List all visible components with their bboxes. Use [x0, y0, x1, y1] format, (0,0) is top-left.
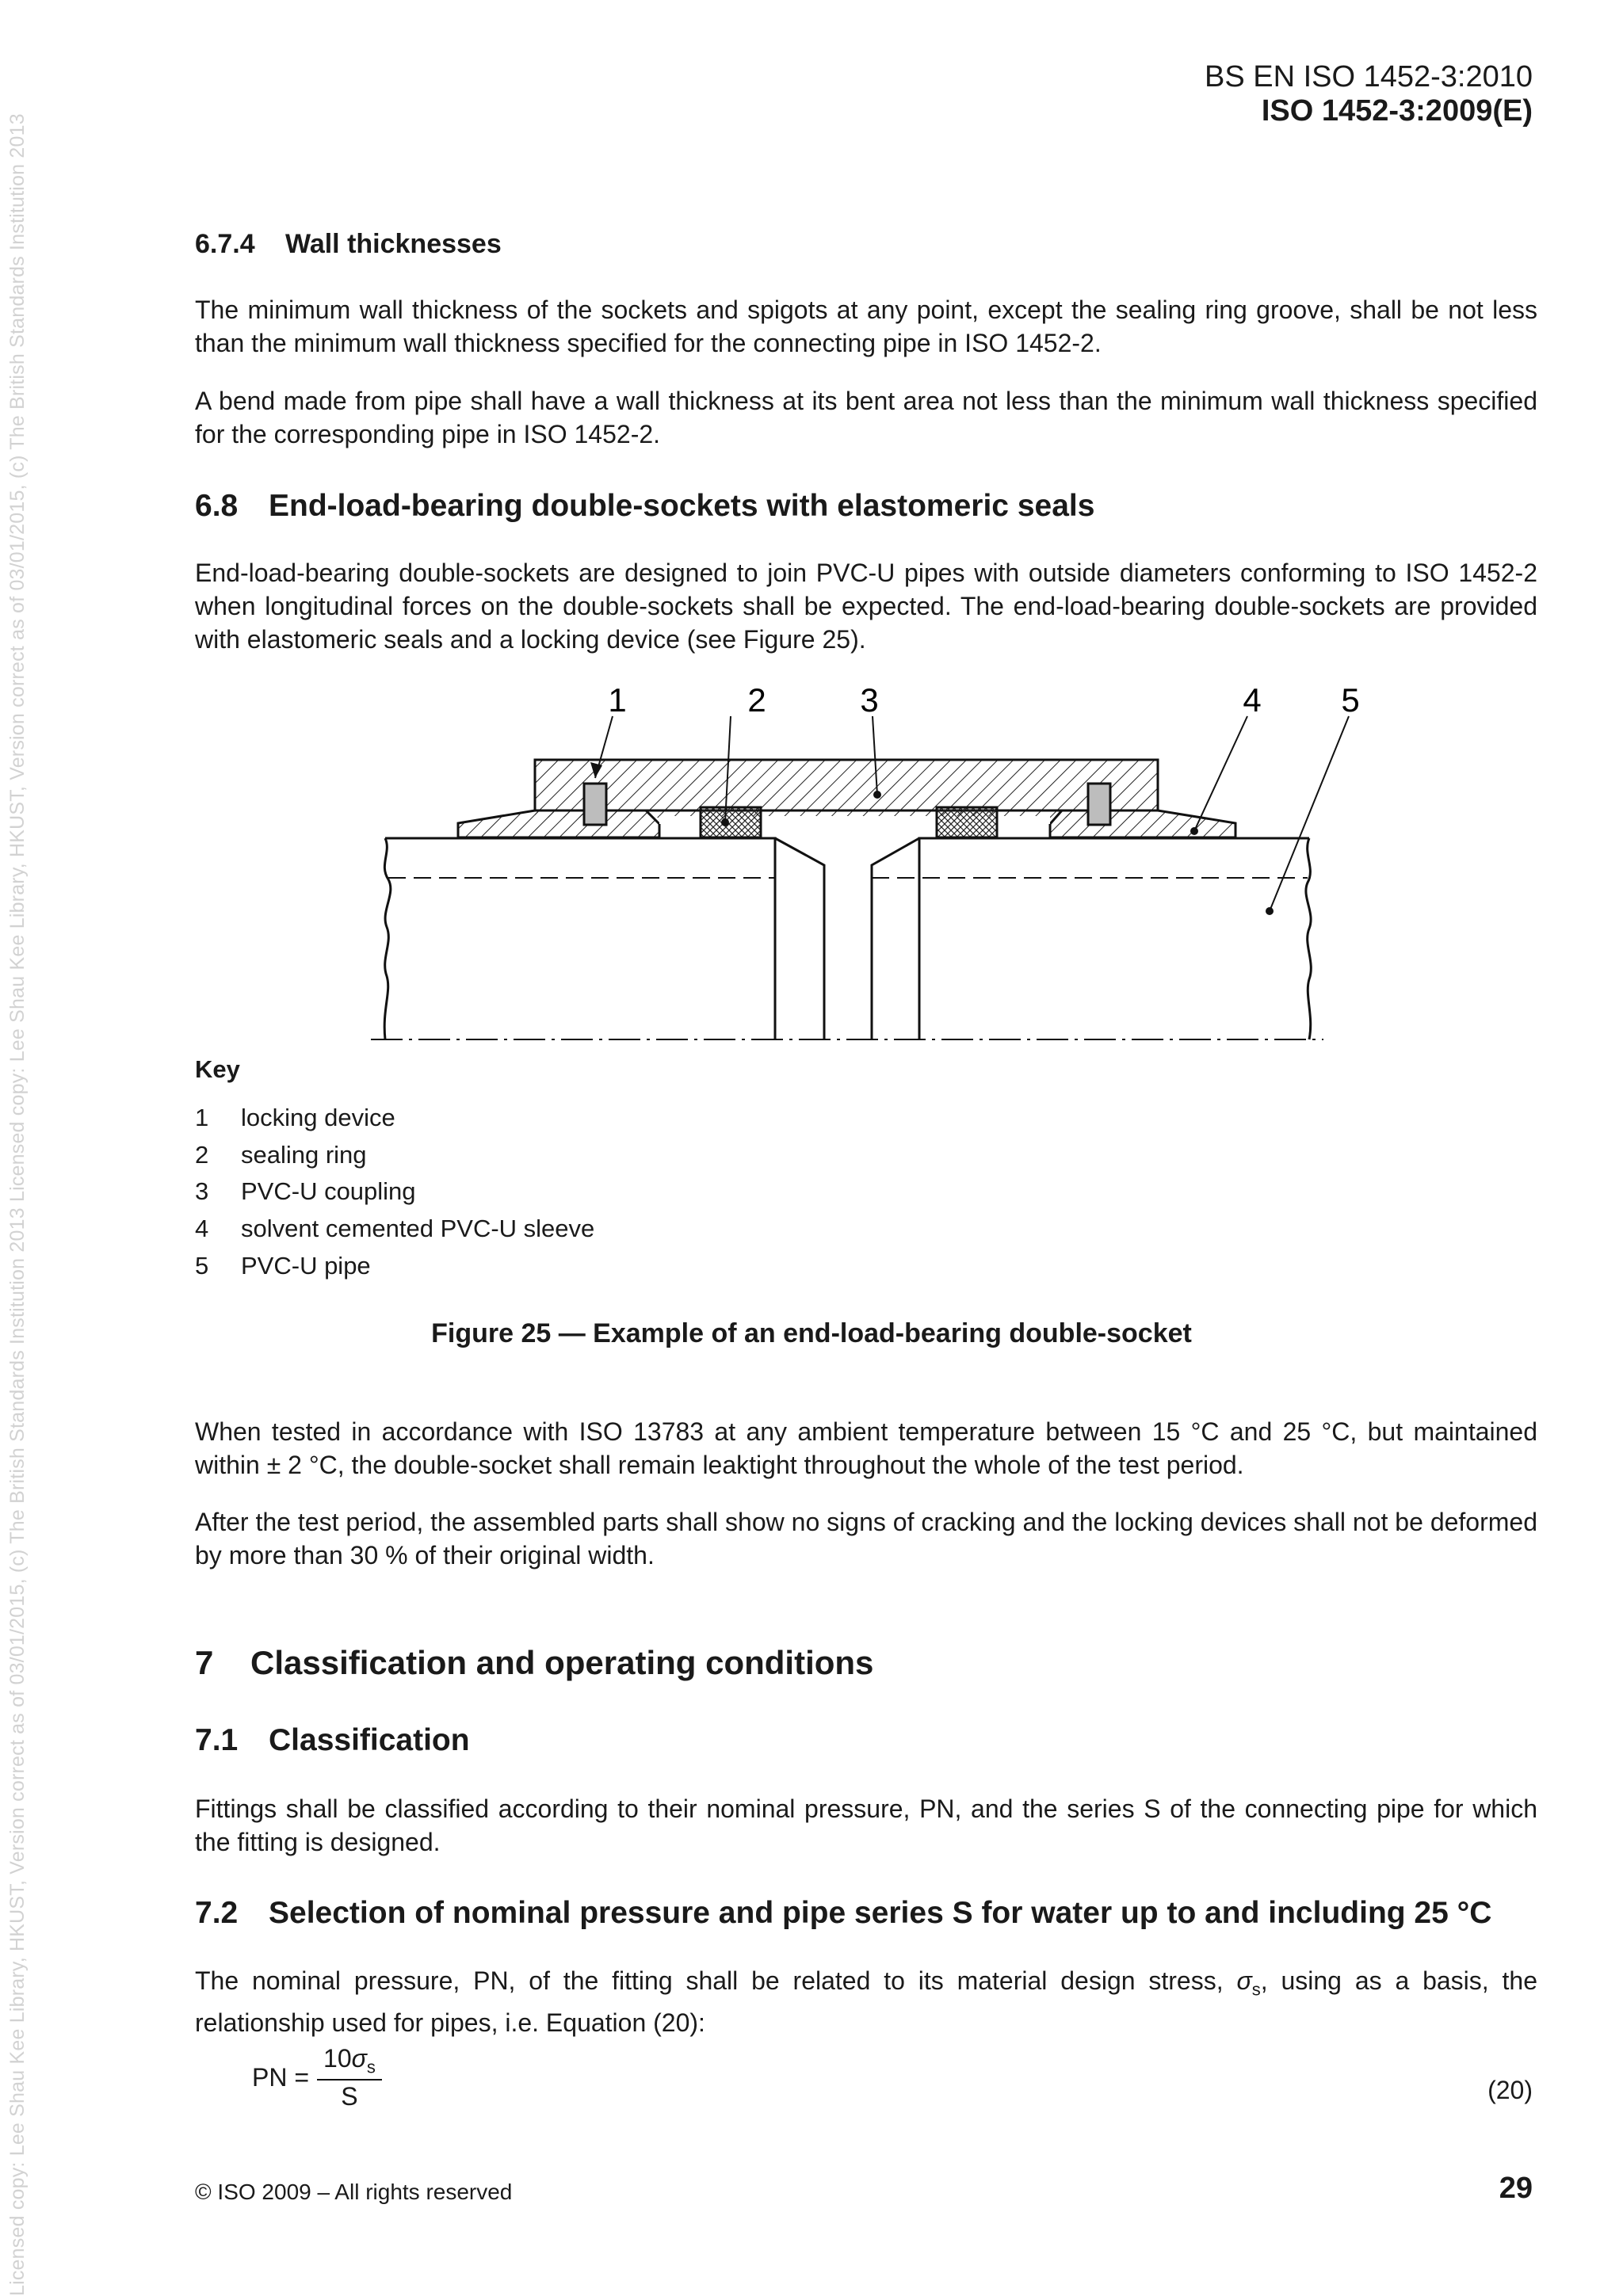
text-run: , using as a basis, the relationship used for pipes, i.e. Equation (20): [195, 1966, 1538, 2038]
heading-number: 6.7.4 [195, 229, 255, 259]
paragraph [195, 1964, 1537, 2039]
paragraph: End-load-bearing double-sockets are designed to join PVC-U pipes with outside diameters conforming to ISO 1452-2 when longitudinal forces on the double-sockets shall be expected. The end-load-bearing double-sockets are provided with elastomeric seals and a locking device (see Figure 25). [195, 559, 1537, 654]
standard-bs-number: BS EN ISO 1452-3:2010 [1204, 60, 1533, 93]
heading-7-2 [195, 1896, 1491, 1931]
equation-20 [252, 2044, 382, 2111]
equation-numerator [317, 2044, 382, 2077]
heading-number: 6.8 [195, 489, 239, 523]
sealing-ring-left [701, 807, 761, 837]
key-number: 1 [195, 1104, 209, 1131]
heading-title: End-load-bearing double-sockets with elastomeric seals [269, 489, 1095, 523]
heading-title: Wall thicknesses [285, 229, 502, 259]
equation-number: (20) [1487, 2076, 1533, 2104]
key-label: solvent cemented PVC-U sleeve [241, 1215, 595, 1242]
heading-number: 7.1 [195, 1723, 239, 1757]
key-label: locking device [241, 1104, 395, 1131]
callout-1: 1 [608, 681, 627, 719]
key-item [195, 1104, 395, 1132]
sleeve-left [458, 810, 659, 837]
subscript: s [1251, 1979, 1261, 2000]
sigma-symbol: σ [1236, 1966, 1252, 1995]
heading-7 [195, 1644, 873, 1682]
callout-3: 3 [860, 681, 879, 719]
key-label: PVC-U pipe [241, 1252, 371, 1280]
key-label: PVC-U coupling [241, 1177, 416, 1205]
pvc-u-coupling [535, 760, 1158, 810]
page-number: 29 [1499, 2172, 1533, 2205]
paragraph: When tested in accordance with ISO 13783 at any ambient temperature between 15 °C and 25 °C, but maintained within ± 2 °C, the double-socket shall remain leaktight throughout the whole of the test period. [195, 1417, 1537, 1479]
license-watermark: Licensed copy: Lee Shau Kee Library, HKUST, Version correct as of 03/01/2015, (c) The British Standards Institution 2013 Licensed copy: Lee Shau Kee Library, HKUST, Version correct as of 03/01/2015, (c) The British Standards Institution 2013 [6, 113, 29, 2296]
locking-device-right [1088, 784, 1110, 825]
paragraph: The minimum wall thickness of the sockets and spigots at any point, except the sealing ring groove, shall be not less than the minimum wall thickness specified for the connecting pipe in ISO 1452-2. [195, 296, 1537, 357]
key-number: 2 [195, 1141, 209, 1169]
equation-lhs: PN = [252, 2063, 310, 2092]
key-label: sealing ring [241, 1141, 367, 1169]
sigma-symbol: σ [351, 2044, 367, 2073]
key-item [195, 1141, 367, 1169]
standard-iso-number: ISO 1452-3:2009(E) [1261, 94, 1533, 128]
key-item [195, 1215, 594, 1243]
callout-5: 5 [1341, 681, 1360, 719]
text-run: The nominal pressure, PN, of the fitting shall be related to its material design stress, [195, 1966, 1237, 1995]
callout-4: 4 [1243, 681, 1262, 719]
sealing-ring-right [937, 807, 997, 837]
callout-2: 2 [747, 681, 766, 719]
heading-title: Classification and operating conditions [250, 1644, 874, 1681]
heading-title: Selection of nominal pressure and pipe series S for water up to and including 25 °C [269, 1896, 1492, 1930]
paragraph: A bend made from pipe shall have a wall thickness at its bent area not less than the minimum wall thickness specified for the corresponding pipe in ISO 1452-2. [195, 387, 1537, 448]
key-number: 5 [195, 1252, 209, 1280]
pvc-u-pipe-right [872, 838, 1311, 1039]
key-number: 3 [195, 1177, 209, 1205]
subscript: s [366, 2057, 376, 2077]
heading-title: Classification [269, 1723, 470, 1757]
sleeve-right [1050, 810, 1235, 837]
figure-caption: Figure 25 — Example of an end-load-bearing double-socket [431, 1318, 1192, 1348]
fraction-bar [317, 2079, 382, 2081]
equation-fraction [317, 2044, 382, 2111]
numerator-coefficient: 10 [323, 2044, 352, 2073]
key-number: 4 [195, 1215, 209, 1242]
key-title: Key [195, 1055, 240, 1083]
locking-device-left [584, 784, 606, 825]
copyright-notice: © ISO 2009 – All rights reserved [195, 2180, 513, 2204]
heading-number: 7.2 [195, 1896, 239, 1930]
paragraph: After the test period, the assembled parts shall show no signs of cracking and the locking devices shall not be deformed by more than 30 % of their original width. [195, 1508, 1537, 1569]
heading-7-1 [195, 1723, 470, 1758]
equation-denominator: S [341, 2082, 358, 2111]
key-item [195, 1252, 371, 1280]
key-item [195, 1177, 416, 1206]
heading-number: 7 [195, 1644, 214, 1681]
pvc-u-pipe-left [384, 838, 824, 1039]
paragraph: Fittings shall be classified according to their nominal pressure, PN, and the series S of the connecting pipe for which the fitting is designed. [195, 1794, 1537, 1856]
